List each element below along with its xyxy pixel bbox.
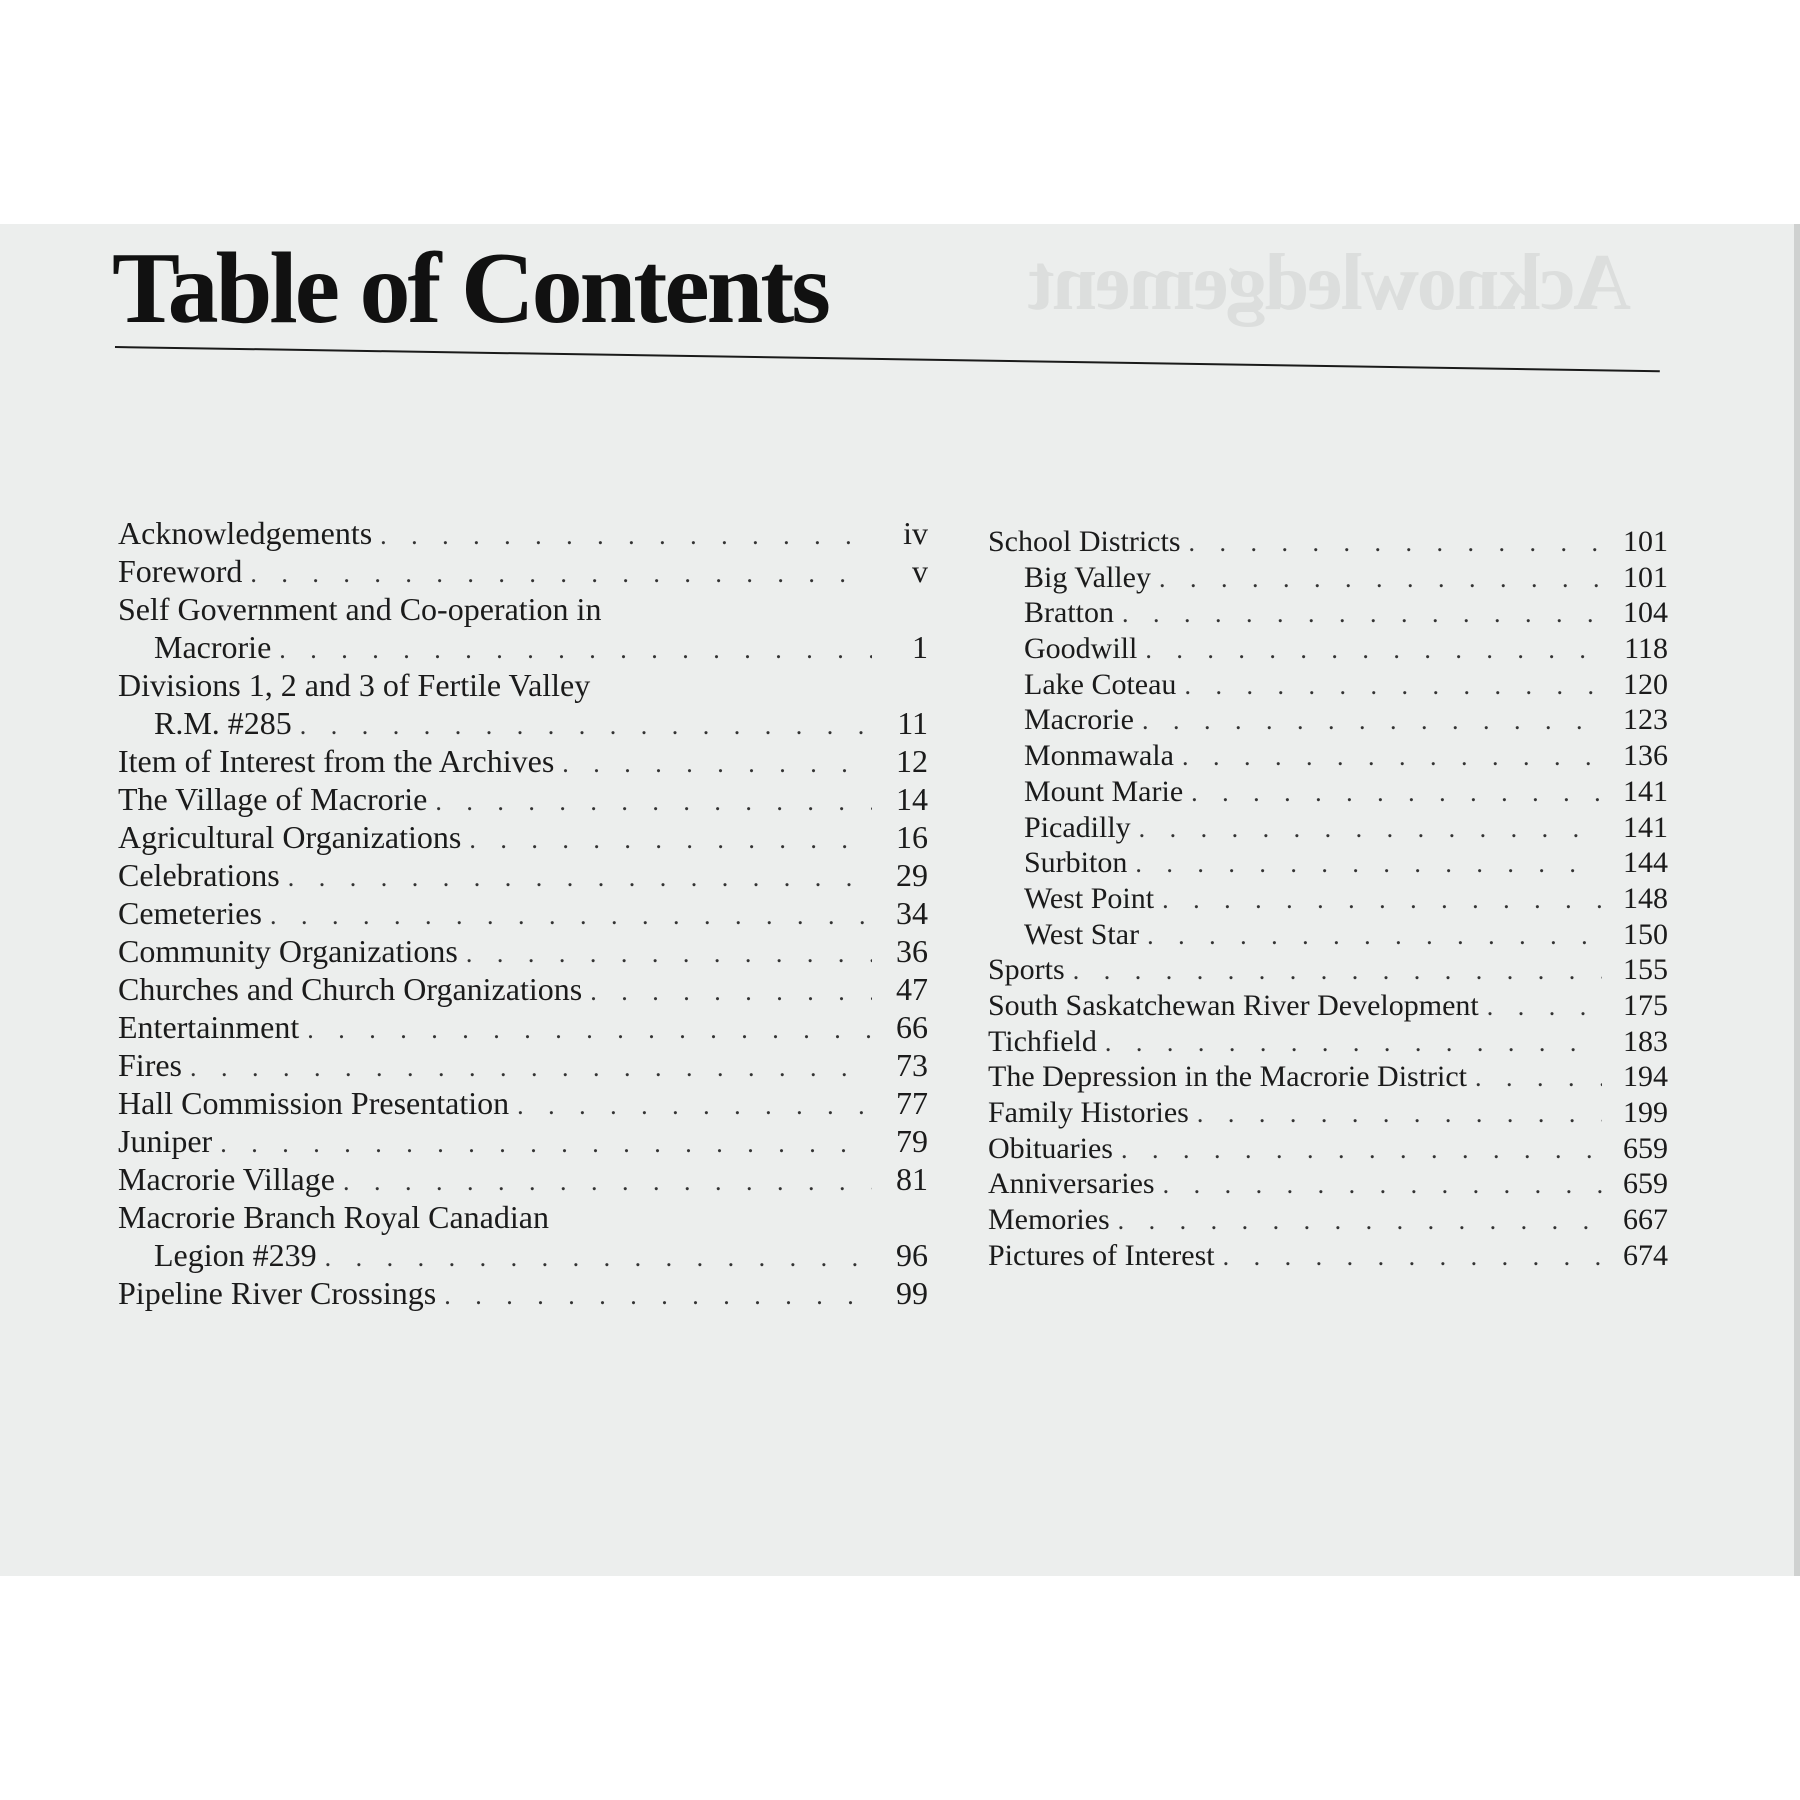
- dot-leader: [1145, 632, 1602, 668]
- dot-leader: [325, 1239, 872, 1277]
- dot-leader: [1191, 775, 1602, 811]
- toc-entry: [118, 628, 928, 666]
- toc-entry: [988, 952, 1668, 988]
- toc-entry-label: Legion #239: [154, 1237, 317, 1273]
- toc-entry: [988, 1059, 1668, 1095]
- toc-entry-label: Agricultural Organizations: [118, 819, 462, 855]
- toc-entry-label: South Saskatchewan River Development: [988, 988, 1479, 1022]
- toc-entry-page: 14: [896, 781, 928, 817]
- toc-entry: [118, 1160, 928, 1198]
- toc-entry: [988, 631, 1668, 667]
- toc-entry-page: 36: [896, 933, 928, 969]
- dot-leader: [1189, 525, 1603, 561]
- toc-entry: [988, 881, 1668, 917]
- toc-entry-label: Entertainment: [118, 1009, 300, 1045]
- toc-entry: [118, 856, 928, 894]
- toc-entry-label: The Village of Macrorie: [118, 781, 428, 817]
- toc-entry: [988, 1166, 1668, 1202]
- dot-leader: [1135, 846, 1602, 882]
- dot-leader: [1073, 953, 1602, 989]
- toc-entry-label: Pictures of Interest: [988, 1238, 1215, 1272]
- dot-leader: [517, 1087, 872, 1125]
- toc-entry-label: Celebrations: [118, 857, 280, 893]
- book-page: [0, 224, 1800, 1576]
- toc-entry-page: iv: [903, 515, 928, 551]
- toc-entry-page: 118: [1624, 632, 1668, 666]
- toc-left-column: [118, 514, 928, 1312]
- bleed-through-title: Acknowledgement: [1030, 239, 1632, 327]
- toc-entry-page: 141: [1623, 774, 1668, 808]
- dot-leader: [1487, 989, 1602, 1025]
- toc-entry: [988, 1238, 1668, 1274]
- toc-entry-label: Memories: [988, 1203, 1110, 1237]
- dot-leader: [1118, 1203, 1602, 1239]
- dot-leader: [380, 517, 872, 555]
- toc-entry: [118, 1046, 928, 1084]
- dot-leader: [1147, 918, 1602, 954]
- dot-leader: [250, 555, 872, 593]
- toc-entry-page: 66: [896, 1009, 928, 1045]
- toc-entry: [988, 560, 1668, 596]
- dot-leader: [220, 1125, 872, 1163]
- toc-entry-label: Tichfield: [988, 1024, 1097, 1058]
- toc-entry: [988, 667, 1668, 703]
- toc-entry-label: Monmawala: [1024, 739, 1174, 773]
- dot-leader: [1475, 1060, 1602, 1096]
- toc-entry-page: 155: [1623, 953, 1668, 987]
- toc-entry-page: 141: [1623, 810, 1668, 844]
- toc-entry: [118, 932, 928, 970]
- dot-leader: [435, 783, 872, 821]
- toc-entry: [118, 514, 928, 552]
- toc-entry: [118, 666, 928, 704]
- toc-entry-page: 101: [1623, 525, 1668, 558]
- toc-entry: [988, 1024, 1668, 1060]
- dot-leader: [1121, 1132, 1602, 1168]
- page-edge: [1794, 224, 1800, 1576]
- toc-entry: [988, 1095, 1668, 1131]
- dot-leader: [288, 859, 872, 897]
- dot-leader: [1182, 739, 1602, 775]
- toc-entry-label: Picadilly: [1024, 810, 1131, 844]
- toc-right-column: [988, 524, 1668, 1273]
- dot-leader: [307, 1011, 872, 1049]
- toc-entry-page: 77: [896, 1085, 928, 1121]
- toc-entry: [988, 988, 1668, 1024]
- toc-entry: [988, 595, 1668, 631]
- toc-entry-label: Hall Commission Presentation: [118, 1085, 510, 1121]
- toc-entry-label: Big Valley: [1024, 560, 1151, 594]
- toc-entry-label: Macrorie Branch Royal Canadian: [118, 1199, 549, 1235]
- dot-leader: [1223, 1239, 1602, 1275]
- dot-leader: [1159, 561, 1602, 597]
- dot-leader: [466, 935, 872, 973]
- toc-entry-page: 29: [896, 857, 928, 893]
- toc-entry-page: 11: [897, 705, 928, 741]
- toc-entry-label: Mount Marie: [1024, 774, 1184, 808]
- toc-entry-label: The Depression in the Macrorie District: [988, 1060, 1468, 1094]
- toc-entry-page: 12: [896, 743, 928, 779]
- toc-entry-label: Acknowledgements: [118, 515, 373, 551]
- dot-leader: [590, 973, 872, 1011]
- toc-entry: [118, 780, 928, 818]
- toc-entry-label: Divisions 1, 2 and 3 of Fertile Valley: [118, 667, 591, 703]
- toc-entry-page: 659: [1623, 1131, 1668, 1165]
- toc-entry-label: Fires: [118, 1047, 182, 1083]
- toc-entry: [988, 738, 1668, 774]
- toc-entry-label: Obituaries: [988, 1131, 1113, 1165]
- toc-entry: [988, 810, 1668, 846]
- dot-leader: [1139, 811, 1602, 847]
- dot-leader: [300, 707, 872, 745]
- toc-entry-page: 194: [1623, 1060, 1668, 1094]
- toc-entry-page: 144: [1623, 846, 1668, 880]
- dot-leader: [343, 1163, 872, 1201]
- toc-entry-label: Juniper: [118, 1123, 213, 1159]
- dot-leader: [1142, 703, 1602, 739]
- toc-entry-page: 136: [1623, 739, 1668, 773]
- toc-entry-label: Macrorie: [1024, 703, 1134, 737]
- toc-entry-page: 16: [896, 819, 928, 855]
- toc-entry-page: 73: [896, 1047, 928, 1083]
- dot-leader: [1163, 1167, 1602, 1203]
- toc-entry-label: Surbiton: [1024, 846, 1128, 880]
- toc-entry: [118, 894, 928, 932]
- toc-entry-page: 104: [1623, 596, 1668, 630]
- page-title: Table of Contents: [112, 232, 828, 345]
- dot-leader: [1184, 668, 1602, 704]
- toc-entry: [118, 1084, 928, 1122]
- toc-entry: [988, 917, 1668, 953]
- toc-entry: [988, 702, 1668, 738]
- toc-entry-page: 667: [1623, 1203, 1668, 1237]
- toc-entry-page: 79: [896, 1123, 928, 1159]
- toc-entry-label: Cemeteries: [118, 895, 262, 931]
- toc-entry-page: 99: [896, 1275, 928, 1311]
- toc-entry-label: R.M. #285: [154, 705, 292, 741]
- toc-entry: [118, 818, 928, 856]
- toc-entry: [118, 704, 928, 742]
- toc-entry: [988, 1131, 1668, 1167]
- dot-leader: [279, 631, 872, 669]
- toc-entry-page: 96: [896, 1237, 928, 1273]
- dot-leader: [1197, 1096, 1602, 1132]
- toc-entry-label: Macrorie Village: [118, 1161, 335, 1197]
- toc-entry-page: 47: [896, 971, 928, 1007]
- toc-entry-label: Family Histories: [988, 1096, 1189, 1129]
- toc-entry-label: Lake Coteau: [1024, 667, 1177, 701]
- dot-leader: [562, 745, 872, 783]
- toc-entry: [988, 774, 1668, 810]
- dot-leader: [1105, 1025, 1602, 1061]
- toc-entry-label: Foreword: [118, 553, 243, 589]
- toc-entry-page: 183: [1623, 1024, 1668, 1058]
- toc-entry-label: West Star: [1024, 917, 1140, 951]
- dot-leader: [1122, 596, 1602, 632]
- title-rule: [115, 346, 1660, 372]
- toc-entry: [988, 524, 1668, 560]
- toc-entry-page: 1: [912, 629, 928, 665]
- toc-entry-page: 150: [1623, 917, 1668, 951]
- toc-entry-page: 123: [1623, 703, 1668, 737]
- toc-entry: [118, 1008, 928, 1046]
- toc-entry-page: 101: [1623, 560, 1668, 594]
- toc-entry-page: 659: [1623, 1167, 1668, 1201]
- toc-entry-label: Macrorie: [154, 629, 272, 665]
- toc-entry: [118, 590, 928, 628]
- toc-entry: [118, 742, 928, 780]
- toc-entry-label: Item of Interest from the Archives: [118, 743, 555, 779]
- toc-entry-page: 81: [896, 1161, 928, 1197]
- toc-entry-label: Pipeline River Crossings: [118, 1275, 437, 1311]
- dot-leader: [469, 821, 872, 859]
- toc-entry-label: West Point: [1024, 881, 1155, 915]
- dot-leader: [1162, 882, 1602, 918]
- toc-entry-label: Community Organizations: [118, 933, 458, 969]
- toc-entry-label: Churches and Church Organizations: [118, 971, 583, 1007]
- dot-leader: [190, 1049, 872, 1087]
- toc-entry-page: 34: [896, 895, 928, 931]
- dot-leader: [270, 897, 872, 935]
- toc-entry: [988, 845, 1668, 881]
- toc-entry-label: School Districts: [988, 525, 1181, 558]
- toc-entry: [118, 1274, 928, 1312]
- toc-entry: [988, 1202, 1668, 1238]
- toc-entry-page: 120: [1623, 667, 1668, 701]
- toc-entry-page: 199: [1623, 1096, 1668, 1129]
- toc-entry-page: 148: [1623, 881, 1668, 915]
- toc-entry: [118, 1198, 928, 1236]
- toc-entry: [118, 1122, 928, 1160]
- toc-entry-page: v: [912, 553, 928, 589]
- toc-entry-page: 674: [1623, 1238, 1668, 1272]
- dot-leader: [444, 1277, 872, 1315]
- toc-entry-label: Goodwill: [1024, 632, 1138, 666]
- toc-entry: [118, 1236, 928, 1274]
- toc-entry-label: Sports: [988, 953, 1065, 987]
- toc-entry: [118, 552, 928, 590]
- toc-entry: [118, 970, 928, 1008]
- toc-entry-label: Bratton: [1024, 596, 1114, 630]
- toc-entry-label: Anniversaries: [988, 1167, 1155, 1201]
- toc-entry-label: Self Government and Co-operation in: [118, 591, 602, 627]
- toc-entry-page: 175: [1623, 988, 1668, 1022]
